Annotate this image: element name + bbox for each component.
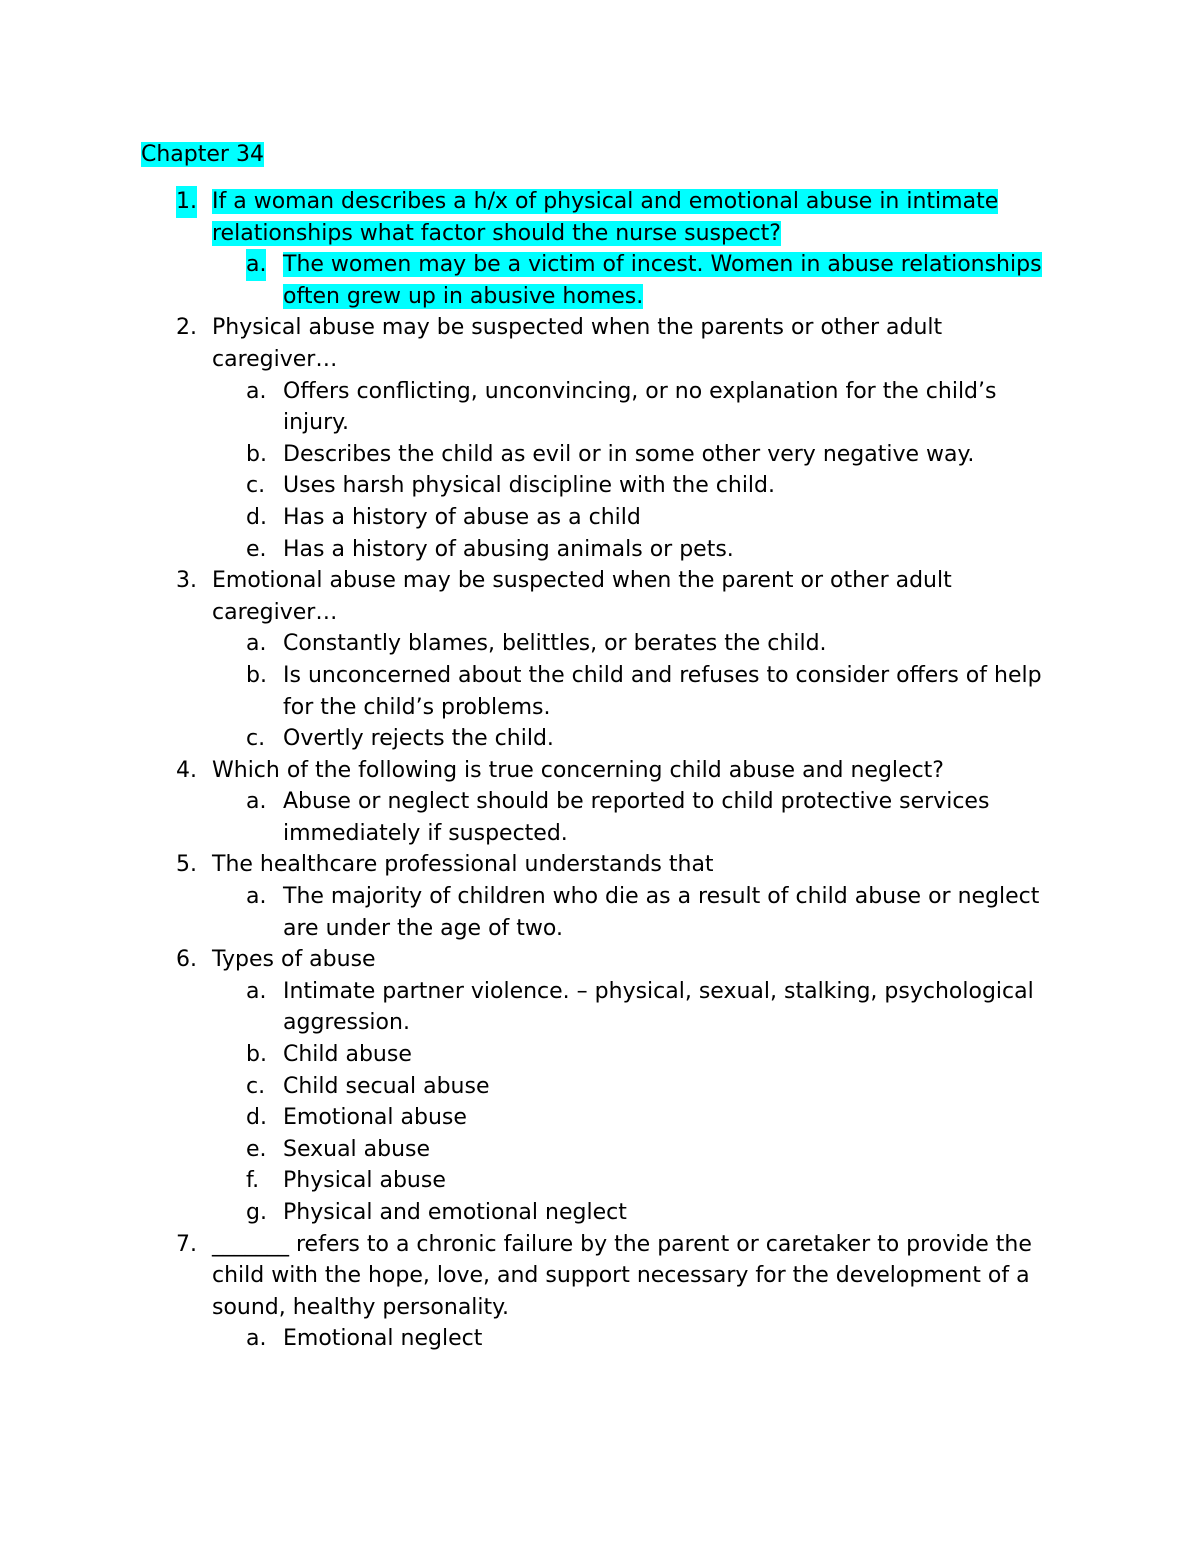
- answer-text: Emotional neglect: [283, 1326, 483, 1352]
- question-item: [0, 312, 1062, 375]
- answer-text: Constantly blames, belittles, or berates the child.: [283, 631, 827, 657]
- question-text: _______ refers to a chronic failure by the parent or caretaker to provide the child with the hope, love, and support necessary for the development of a sound, healthy personality.: [212, 1231, 1032, 1320]
- question-item: [0, 565, 1062, 628]
- answer-item: [0, 628, 1063, 660]
- answer-item: [0, 376, 1063, 439]
- question-item: [0, 944, 1062, 976]
- answer-text: Emotional abuse: [283, 1105, 467, 1131]
- answer-letter: c.: [246, 726, 266, 752]
- answer-item: [0, 1134, 1063, 1166]
- answer-item: [0, 1323, 1063, 1355]
- answer-text: Overtly rejects the child.: [283, 726, 554, 752]
- answer-item: [0, 1102, 1063, 1134]
- answer-letter: g.: [246, 1200, 267, 1225]
- answer-letter: e.: [246, 536, 267, 562]
- answer-letter: a.: [246, 789, 267, 815]
- answer-item: [0, 249, 1063, 312]
- answer-text: Physical and emotional neglect: [283, 1200, 627, 1225]
- answer-letter: a.: [246, 249, 266, 281]
- answer-text: Abuse or neglect should be reported to child protective services immediately if suspected.: [283, 789, 990, 846]
- question-number: 4.: [176, 757, 197, 783]
- answer-letter: c.: [246, 473, 266, 499]
- answer-text: Sexual abuse: [283, 1136, 431, 1162]
- answer-letter: e.: [246, 1136, 267, 1162]
- answer-letter: a.: [246, 631, 267, 657]
- question-item: [0, 1229, 1062, 1324]
- answer-letter: b.: [246, 441, 267, 467]
- answer-text: Child abuse: [283, 1042, 412, 1068]
- answer-letter: a.: [246, 1326, 267, 1352]
- answer-item: [0, 439, 1063, 471]
- question-list: [0, 186, 1200, 1355]
- question-number: 2.: [176, 315, 197, 341]
- answer-item: [0, 502, 1063, 534]
- answer-letter: a.: [246, 378, 267, 404]
- answer-letter: d.: [246, 504, 267, 530]
- answer-text: The women may be a victim of incest. Women in abuse relationships often grew up in abusive homes.: [283, 252, 1042, 309]
- question-number: 5.: [176, 852, 197, 878]
- answer-item: [0, 660, 1063, 723]
- question-text: The healthcare professional understands that: [212, 852, 714, 878]
- question-number: 7.: [176, 1231, 197, 1257]
- answer-item: [0, 1165, 1063, 1197]
- question-text: Which of the following is true concerning child abuse and neglect?: [212, 757, 944, 783]
- question-item: [0, 186, 1062, 249]
- question-item: [0, 755, 1062, 787]
- answer-letter: a.: [246, 884, 267, 910]
- answer-item: [0, 470, 1063, 502]
- answer-letter: d.: [246, 1105, 267, 1131]
- question-text: Types of abuse: [212, 947, 376, 973]
- answer-text: Describes the child as evil or in some other very negative way.: [283, 441, 975, 467]
- answer-text: Physical abuse: [283, 1168, 446, 1194]
- answer-letter: a.: [246, 978, 267, 1004]
- answer-text: Is unconcerned about the child and refuses to consider offers of help for the child’s problems.: [283, 662, 1042, 720]
- answer-item: [0, 723, 1063, 755]
- question-text: Emotional abuse may be suspected when the parent or other adult caregiver…: [212, 568, 952, 625]
- answer-letter: b.: [246, 1042, 267, 1068]
- answer-item: [0, 1071, 1063, 1103]
- answer-text: Has a history of abuse as a child: [283, 504, 641, 530]
- answer-text: Has a history of abusing animals or pets.: [283, 536, 734, 562]
- answer-text: Child secual abuse: [283, 1073, 490, 1099]
- answer-letter: c.: [246, 1073, 266, 1099]
- answer-item: [0, 1197, 1063, 1229]
- answer-text: Offers conflicting, unconvincing, or no explanation for the child’s injury.: [283, 378, 997, 436]
- question-number: 3.: [176, 568, 197, 594]
- answer-letter: b.: [246, 662, 267, 688]
- answer-text: The majority of children who die as a result of child abuse or neglect are under the age of two.: [283, 884, 1040, 941]
- answer-text: Intimate partner violence. – physical, sexual, stalking, psychological aggression.: [283, 978, 1034, 1036]
- question-text: If a woman describes a h/x of physical and emotional abuse in intimate relationships what factor should the nurse suspect?: [212, 189, 999, 246]
- answer-item: [0, 1039, 1063, 1071]
- answer-item: [0, 881, 1063, 944]
- question-text: Physical abuse may be suspected when the parents or other adult caregiver…: [212, 315, 943, 372]
- answer-letter: f.: [246, 1168, 260, 1194]
- chapter-title-text: Chapter 34: [141, 142, 264, 167]
- answer-item: [0, 786, 1063, 849]
- question-number: 6.: [176, 947, 197, 973]
- answer-text: Uses harsh physical discipline with the child.: [283, 473, 776, 499]
- answer-item: [0, 976, 1063, 1039]
- question-item: [0, 849, 1062, 881]
- chapter-title: [141, 139, 264, 171]
- question-number: 1.: [176, 186, 197, 218]
- answer-item: [0, 534, 1063, 566]
